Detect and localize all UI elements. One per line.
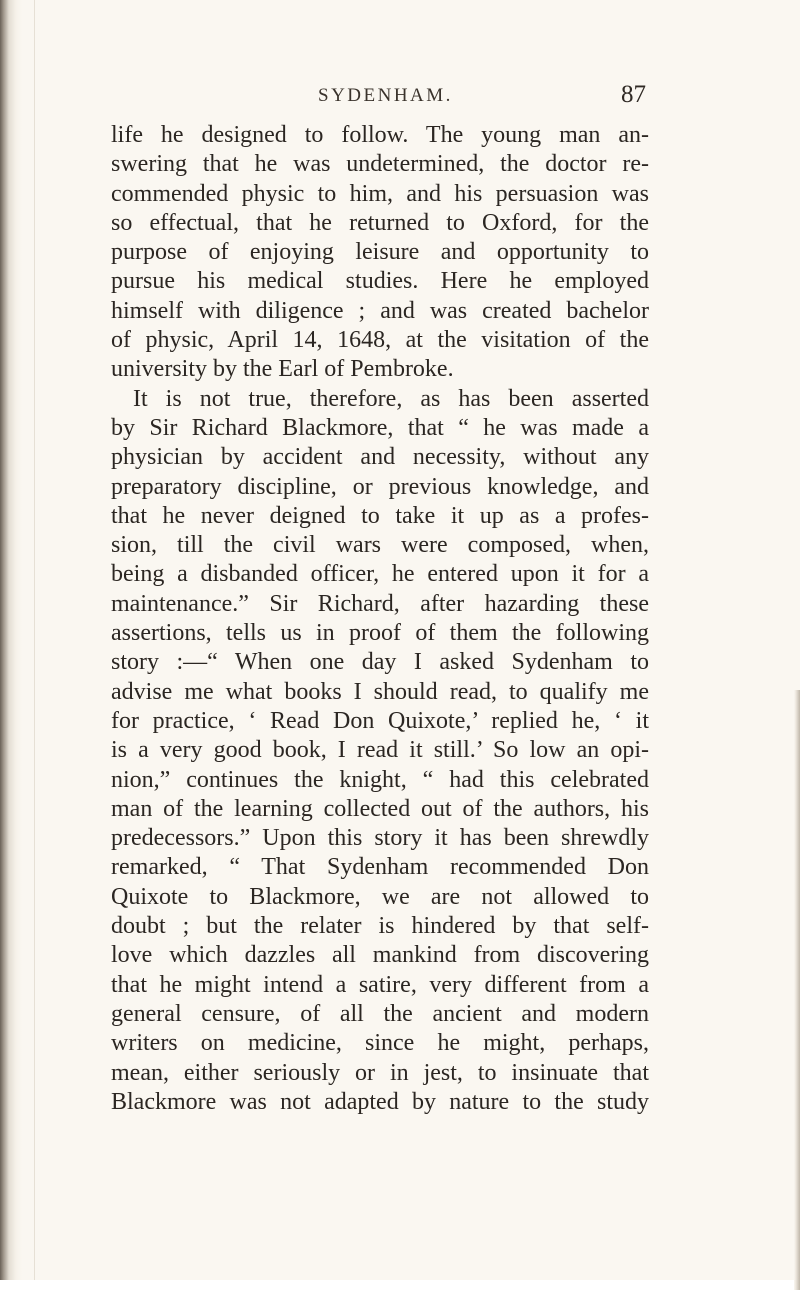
text-line: love which dazzles all mankind from discovering [111, 942, 649, 969]
text-line: predecessors.” Upon this story it has been shrewdly [111, 825, 649, 852]
running-head [248, 81, 646, 115]
text-line: life he designed to follow. The young man an- [111, 122, 649, 148]
text-line: remarked, “ That Sydenham recommended Don [111, 854, 649, 881]
text-line: story :—“ When one day I asked Sydenham to [111, 649, 649, 676]
page-binding-edge [0, 0, 22, 1280]
text-line: writers on medicine, since he might, perhaps, [111, 1030, 649, 1057]
text-line: for practice, ‘ Read Don Quixote,’ replied he, ‘ it [111, 707, 649, 734]
text-line: mean, either seriously or in jest, to insinuate that [111, 1059, 649, 1086]
text-line: commended physic to him, and his persuasion was [111, 180, 649, 207]
text-line: university by the Earl of Pembroke. [111, 356, 454, 383]
text-line: so effectual, that he returned to Oxford, for the [111, 209, 649, 236]
page-gutter-line [34, 0, 35, 1280]
text-line: advise me what books I should read, to qualify me [111, 678, 649, 705]
page-number: 87 [621, 81, 646, 108]
text-line: Quixote to Blackmore, we are not allowed to [111, 883, 649, 910]
text-line: that he might intend a satire, very different from a [111, 971, 649, 998]
text-line: being a disbanded officer, he entered upon it for a [111, 561, 649, 588]
text-line: Blackmore was not adapted by nature to the study [111, 1088, 649, 1115]
text-line: that he never deigned to take it up as a profes- [111, 502, 649, 529]
text-line: of physic, April 14, 1648, at the visitation of the [111, 327, 649, 354]
text-line: assertions, tells us in proof of them the following [111, 620, 649, 647]
text-line: man of the learning collected out of the authors, his [111, 795, 649, 822]
text-line: himself with diligence ; and was created bachelor [111, 297, 649, 324]
text-line: doubt ; but the relater is hindered by that self- [111, 913, 649, 940]
running-title: SYDENHAM. [318, 85, 453, 106]
text-line: purpose of enjoying leisure and opportunity to [111, 239, 649, 266]
text-line: pursue his medical studies. Here he employed [111, 268, 649, 295]
text-line: swering that he was undetermined, the doctor re- [111, 151, 649, 178]
text-line: maintenance.” Sir Richard, after hazarding these [111, 590, 649, 617]
page-right-edge [794, 690, 800, 1290]
text-line: by Sir Richard Blackmore, that “ he was made a [111, 414, 649, 441]
body-text [111, 121, 649, 1117]
text-line: preparatory discipline, or previous knowledge, and [111, 473, 649, 500]
text-line: physician by accident and necessity, without any [111, 444, 649, 471]
text-line: is a very good book, I read it still.’ So low an opi- [111, 737, 649, 764]
text-line: It is not true, therefore, as has been asserted [133, 385, 649, 412]
text-line: sion, till the civil wars were composed, when, [111, 532, 649, 559]
text-line: nion,” continues the knight, “ had this celebrated [111, 766, 649, 793]
text-line: general censure, of all the ancient and modern [111, 1000, 649, 1027]
